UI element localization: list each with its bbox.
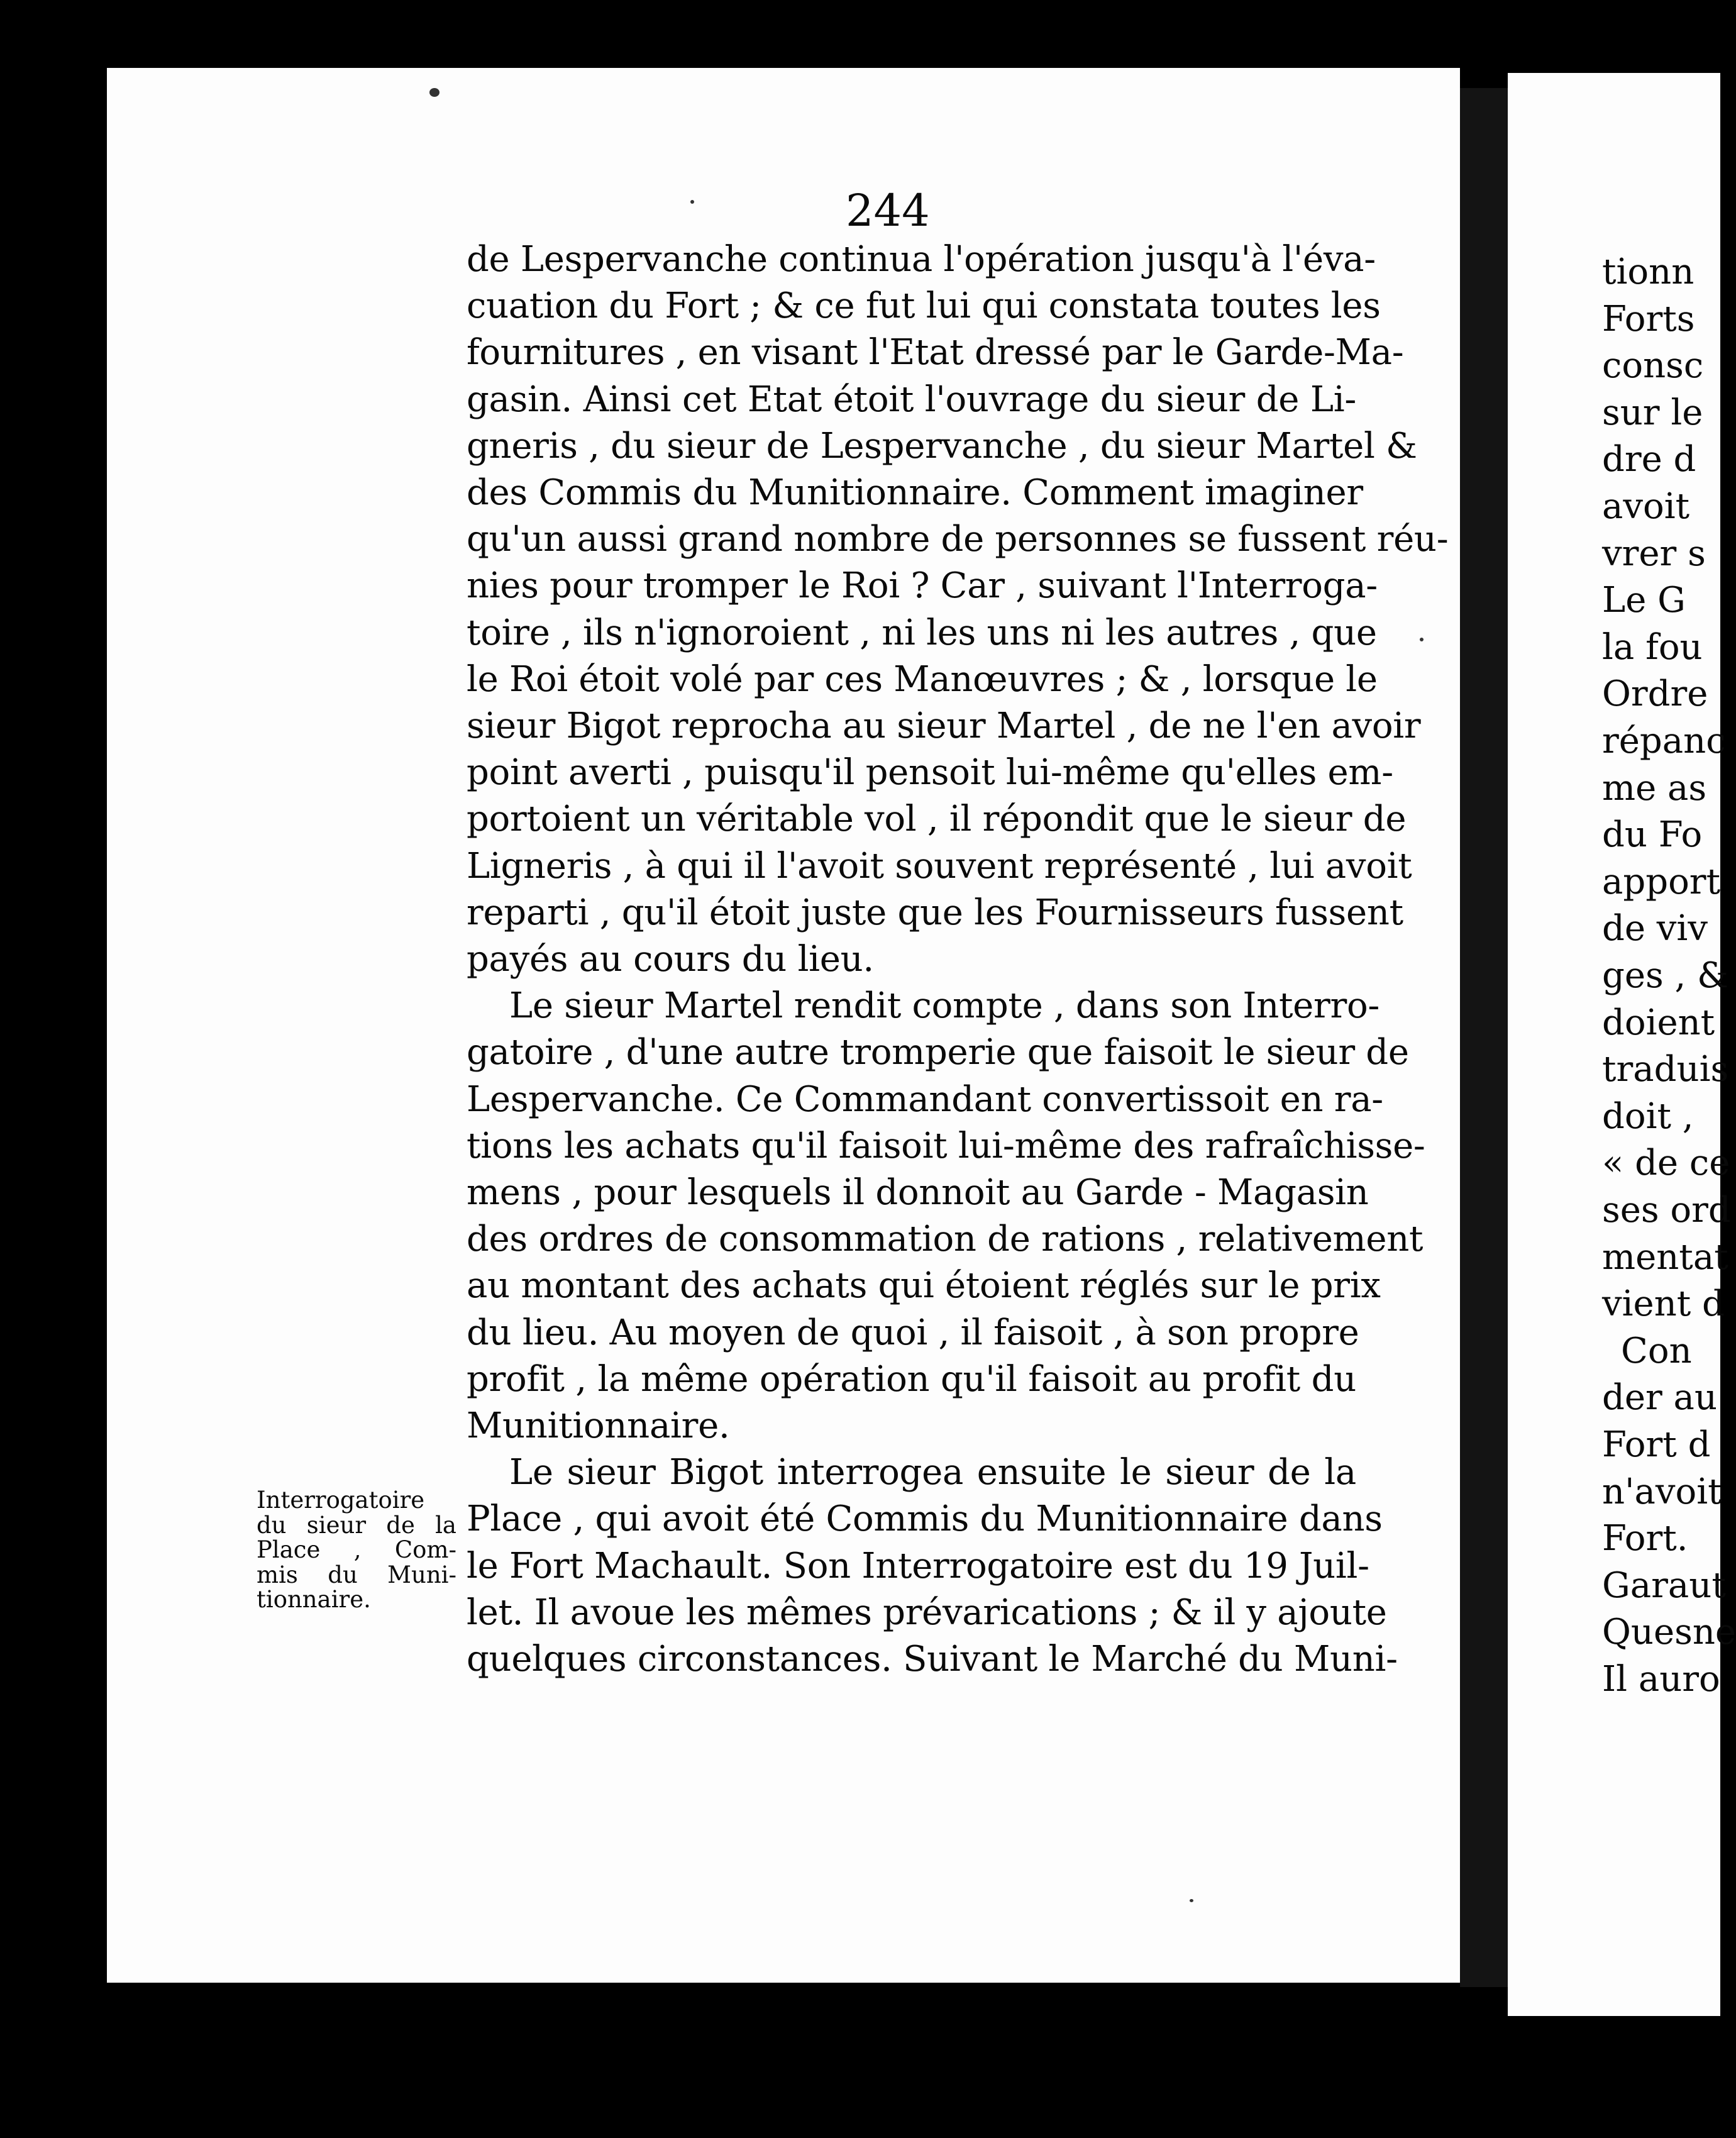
right-page-line: Le G xyxy=(1602,580,1686,621)
page-number: 244 xyxy=(846,185,930,236)
text-line: cuation du Fort ; & ce fut lui qui constata toutes les xyxy=(467,285,1381,327)
text-line: toire , ils n'ignoroient , ni les uns ni les autres , que xyxy=(467,612,1377,653)
text-line: let. Il avoue les mêmes prévarications ; & il y ajoute xyxy=(467,1592,1387,1633)
text-line: Le sieur Bigot interrogea ensuite le sieur de la xyxy=(509,1452,1356,1493)
right-page-line: vient d xyxy=(1602,1283,1725,1325)
text-line: mens , pour lesquels il donnoit au Garde - Magasin xyxy=(467,1172,1369,1213)
text-line: tions les achats qu'il faisoit lui-même des rafraîchisse- xyxy=(467,1125,1425,1166)
right-page-line: Il auro xyxy=(1602,1659,1720,1700)
text-line: reparti , qu'il étoit juste que les Fournisseurs fussent xyxy=(467,892,1403,933)
right-page-line: sur le xyxy=(1602,392,1703,433)
text-line: Le sieur Martel rendit compte , dans son Interro- xyxy=(509,985,1379,1027)
text-line: gasin. Ainsi cet Etat étoit l'ouvrage du sieur de Li- xyxy=(467,379,1356,420)
right-page-line: ges , & xyxy=(1602,955,1728,996)
text-line: gatoire , d'une autre tromperie que faisoit le sieur de xyxy=(467,1032,1409,1073)
right-page-line: ses ord xyxy=(1602,1190,1731,1231)
right-page-line: Ordre xyxy=(1602,673,1708,715)
margin-note-line: tionnaire. xyxy=(257,1586,371,1613)
ink-speck xyxy=(1420,638,1424,641)
text-line: profit , la même opération qu'il faisoit au profit du xyxy=(467,1358,1356,1400)
margin-note-line: mis du Muni- xyxy=(257,1561,456,1588)
text-line: Ligneris , à qui il l'avoit souvent représenté , lui avoit xyxy=(467,845,1412,887)
text-line: quelques circonstances. Suivant le Marché du Muni- xyxy=(467,1639,1398,1680)
text-line: gneris , du sieur de Lespervanche , du sieur Martel & xyxy=(467,425,1417,467)
text-line: des Commis du Munitionnaire. Comment imaginer xyxy=(467,472,1363,513)
text-line: le Roi étoit volé par ces Manœuvres ; & , lorsque le xyxy=(467,658,1378,700)
ink-speck xyxy=(429,88,440,97)
margin-note-line: du sieur de la xyxy=(257,1511,456,1539)
ink-speck xyxy=(1190,1899,1193,1902)
right-page-line: vrer s xyxy=(1602,533,1706,574)
text-line: au montant des achats qui étoient réglés sur le prix xyxy=(467,1265,1381,1307)
right-page-line: Fort. xyxy=(1602,1518,1688,1559)
right-page-line: der au xyxy=(1602,1377,1718,1419)
right-page-line: n'avoit xyxy=(1602,1471,1722,1512)
right-page-line: avoit xyxy=(1602,486,1690,527)
right-page-line: me as xyxy=(1602,767,1707,809)
text-line: portoient un véritable vol , il répondit que le sieur de xyxy=(467,799,1407,840)
right-page-line: Forts xyxy=(1602,298,1695,340)
right-page-line: Quesne xyxy=(1602,1612,1736,1653)
margin-note-line: Place , Com- xyxy=(257,1536,456,1563)
right-page-line: Fort d xyxy=(1602,1424,1711,1465)
right-page-line: apport xyxy=(1602,861,1721,902)
ink-speck xyxy=(690,200,694,204)
right-page-line: tionn xyxy=(1602,252,1695,292)
text-line: nies pour tromper le Roi ? Car , suivant l'Interroga- xyxy=(467,565,1378,607)
right-page-line: dre d xyxy=(1602,439,1696,480)
book-gutter xyxy=(1460,88,1508,1987)
right-page-line: « de ce xyxy=(1602,1143,1730,1184)
right-page-line: consc xyxy=(1602,345,1704,387)
right-page-line: de viv xyxy=(1602,908,1708,950)
right-page-line: doit , xyxy=(1602,1095,1694,1137)
right-page-line: Garaut xyxy=(1602,1565,1726,1606)
text-line: payés au cours du lieu. xyxy=(467,939,874,980)
right-page-line: traduis xyxy=(1602,1049,1729,1090)
text-line: qu'un aussi grand nombre de personnes se fussent réu- xyxy=(467,519,1449,560)
right-page-line: Con xyxy=(1621,1330,1692,1371)
right-page-line: mentat xyxy=(1602,1236,1728,1278)
text-line: Place , qui avoit été Commis du Munitionnaire dans xyxy=(467,1498,1383,1540)
text-line: sieur Bigot reprocha au sieur Martel , de ne l'en avoir xyxy=(467,706,1421,746)
text-line: du lieu. Au moyen de quoi , il faisoit , à son propre xyxy=(467,1312,1359,1353)
right-page-line: répanc xyxy=(1602,721,1726,762)
text-line: le Fort Machault. Son Interrogatoire est du 19 Juil- xyxy=(467,1545,1369,1587)
text-line: Lespervanche. Ce Commandant convertissoit en ra- xyxy=(467,1078,1383,1120)
margin-note-line: Interrogatoire xyxy=(257,1487,425,1514)
text-line: de Lespervanche continua l'opération jusqu'à l'éva- xyxy=(467,239,1376,280)
text-line: des ordres de consommation de rations , relativement xyxy=(467,1219,1424,1260)
right-page-line: la fou xyxy=(1602,626,1703,668)
right-page-line: du Fo xyxy=(1602,814,1703,856)
text-line: Munitionnaire. xyxy=(467,1405,730,1446)
text-line: fournitures , en visant l'Etat dressé par le Garde-Ma- xyxy=(467,332,1404,374)
text-line: point averti , puisqu'il pensoit lui-même qu'elles em- xyxy=(467,752,1393,794)
right-page-line: doient xyxy=(1602,1002,1715,1043)
